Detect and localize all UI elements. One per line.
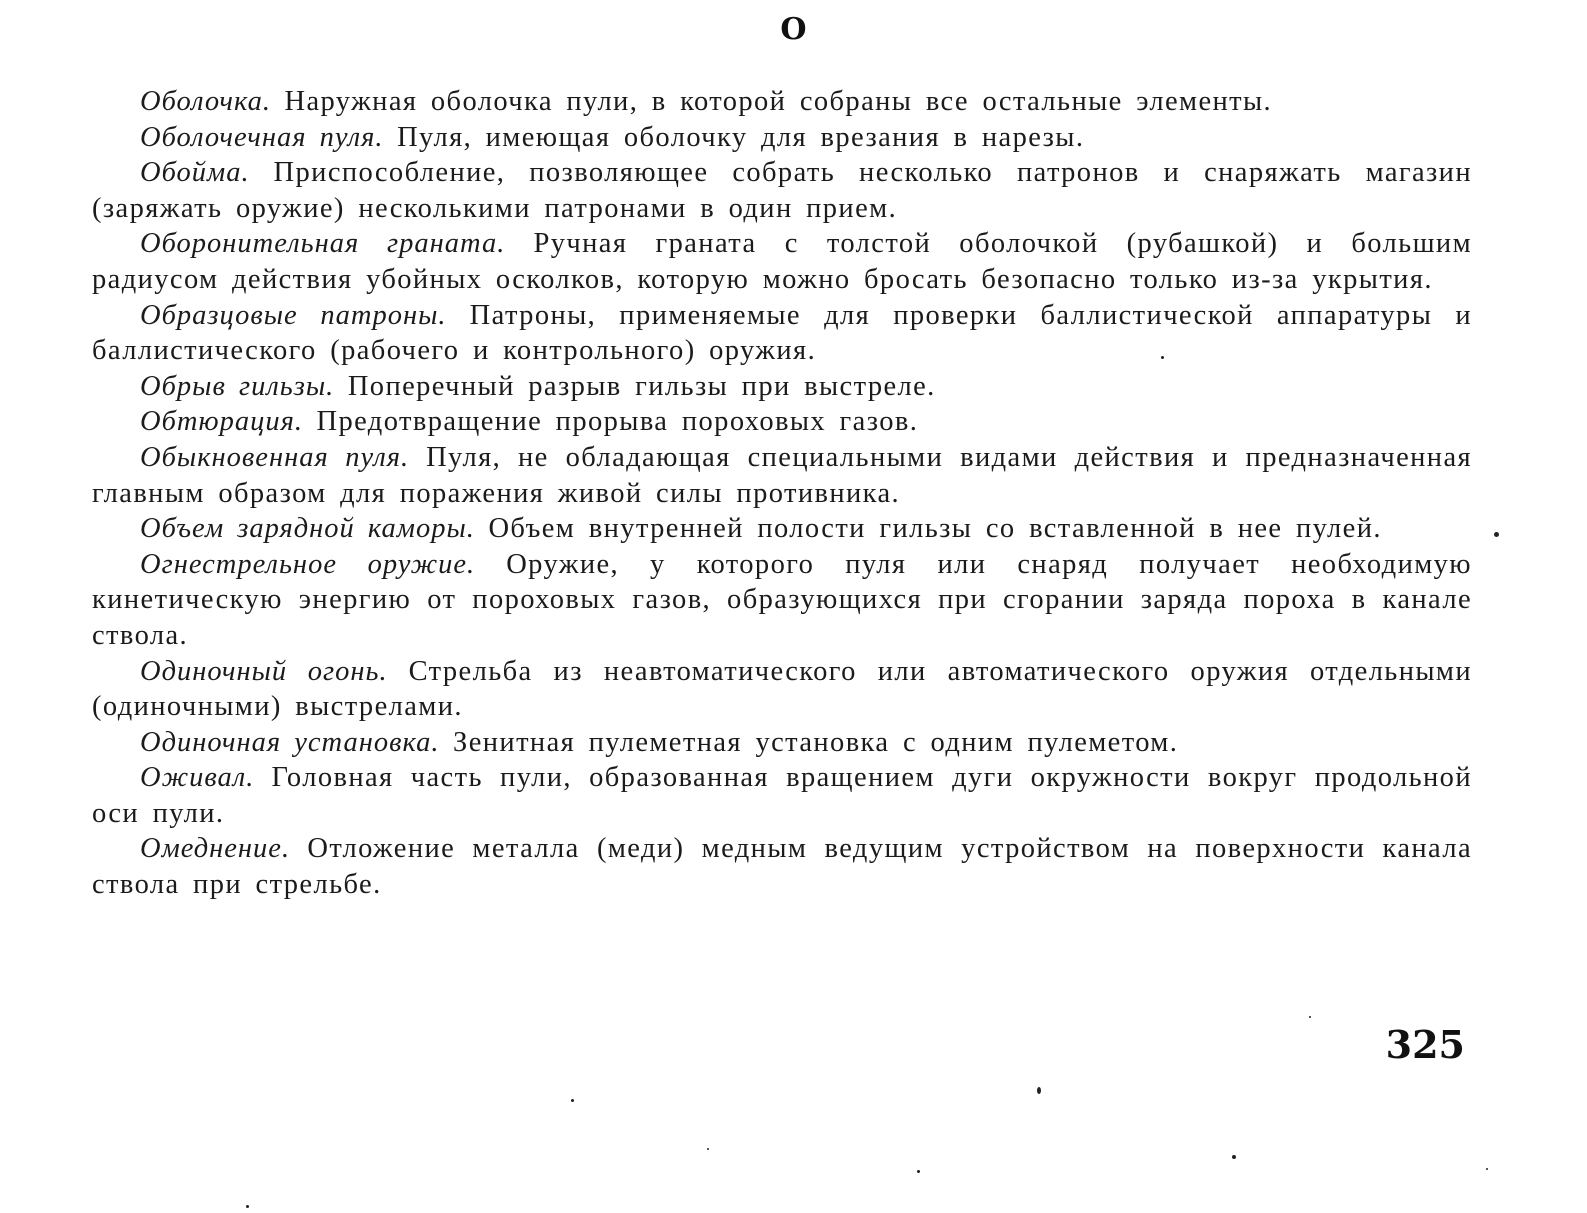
entry-definition: Приспособление, позволяющее собрать несколько патронов и снаряжать магазин (заряжать оружие) несколькими патронами в один прием. <box>92 157 1472 224</box>
entry-definition: Отложение металла (меди) медным ведущим устройством на поверхности канала ствола при стрельбе. <box>92 833 1472 901</box>
glossary-entry <box>92 298 1472 369</box>
glossary-entry <box>92 120 1472 156</box>
glossary-entry <box>92 511 1472 547</box>
entry-term: Одиночная установка. <box>140 726 440 758</box>
glossary-entry <box>92 547 1472 654</box>
glossary-entries <box>92 84 1472 903</box>
entry-term: Омеднение. <box>140 833 291 865</box>
glossary-entry <box>92 226 1472 297</box>
page-number: 325 <box>1385 1022 1465 1067</box>
entry-term: Огнестрельное оружие. <box>140 548 476 580</box>
entry-term: Объем зарядной каморы. <box>140 513 475 545</box>
entry-definition: Пуля, не обладающая специальными видами действия и предназначенная главным образом для поражения живой силы противника. <box>92 441 1472 509</box>
glossary-entry <box>92 84 1472 120</box>
entry-term: Образцовые патроны. <box>140 299 447 331</box>
entry-term: Обтюрация. <box>140 406 303 438</box>
entry-definition: Головная часть пули, образованная вращением дуги окружности вокруг продольной оси пули. <box>92 762 1472 829</box>
entry-term: Одиночный огонь. <box>140 655 388 687</box>
scan-speck <box>707 1148 709 1150</box>
scan-speck <box>571 1099 574 1102</box>
glossary-entry <box>92 654 1472 725</box>
entry-term: Обыкновенная пуля. <box>140 441 410 473</box>
entry-definition: Поперечный разрыв гильзы при выстреле. <box>347 370 936 402</box>
scan-speck <box>1309 1016 1311 1018</box>
entry-definition: Наружная оболочка пули, в которой собраны все остальные элементы. <box>284 86 1273 117</box>
scan-speck <box>1161 356 1164 359</box>
entry-definition: Оружие, у которого пуля или снаряд получает необходимую кинетическую энергию от пороховых газов, образующихся при сгорании заряда пороха в канале ствола. <box>92 548 1472 651</box>
scan-speck <box>1494 532 1499 537</box>
scan-speck <box>1486 1168 1488 1170</box>
entry-definition: Пуля, имеющая оболочку для врезания в нарезы. <box>397 121 1085 153</box>
entry-definition: Стрельба из неавтоматического или автоматического оружия отдельными (одиночными) выстрелами. <box>92 655 1472 723</box>
entry-definition: Ручная граната с толстой оболочкой (рубашкой) и большим радиусом действия убойных осколков, которую можно бросать безопасно только из-за укрытия. <box>92 228 1473 295</box>
glossary-entry <box>92 440 1472 511</box>
scan-speck <box>917 1170 920 1173</box>
entry-term: Оживал. <box>140 762 255 794</box>
glossary-entry <box>92 155 1472 226</box>
scan-speck <box>246 1205 249 1208</box>
glossary-entry <box>92 369 1472 405</box>
entry-term: Оболочечная пуля. <box>140 121 384 153</box>
entry-term: Оболочка. <box>140 86 271 117</box>
entry-definition: Зенитная пулеметная установка с одним пулеметом. <box>453 726 1179 758</box>
scan-speck <box>1037 1087 1041 1094</box>
entry-term: Обрыв гильзы. <box>140 370 335 402</box>
glossary-entry <box>92 831 1472 902</box>
entry-term: Оборонительная граната. <box>140 228 506 260</box>
entry-definition: Объем внутренней полости гильзы со вставленной в нее пулей. <box>488 513 1382 545</box>
glossary-entry <box>92 404 1472 440</box>
glossary-entry <box>92 760 1472 831</box>
section-letter: О <box>780 12 807 47</box>
entry-definition: Предотвращение прорыва пороховых газов. <box>316 406 919 438</box>
entry-term: Обойма. <box>140 157 250 189</box>
scan-speck <box>1232 1155 1236 1159</box>
glossary-entry <box>92 725 1472 761</box>
entry-definition: Патроны, применяемые для проверки баллистической аппаратуры и баллистического (рабочего и контрольного) оружия. <box>92 299 1472 367</box>
